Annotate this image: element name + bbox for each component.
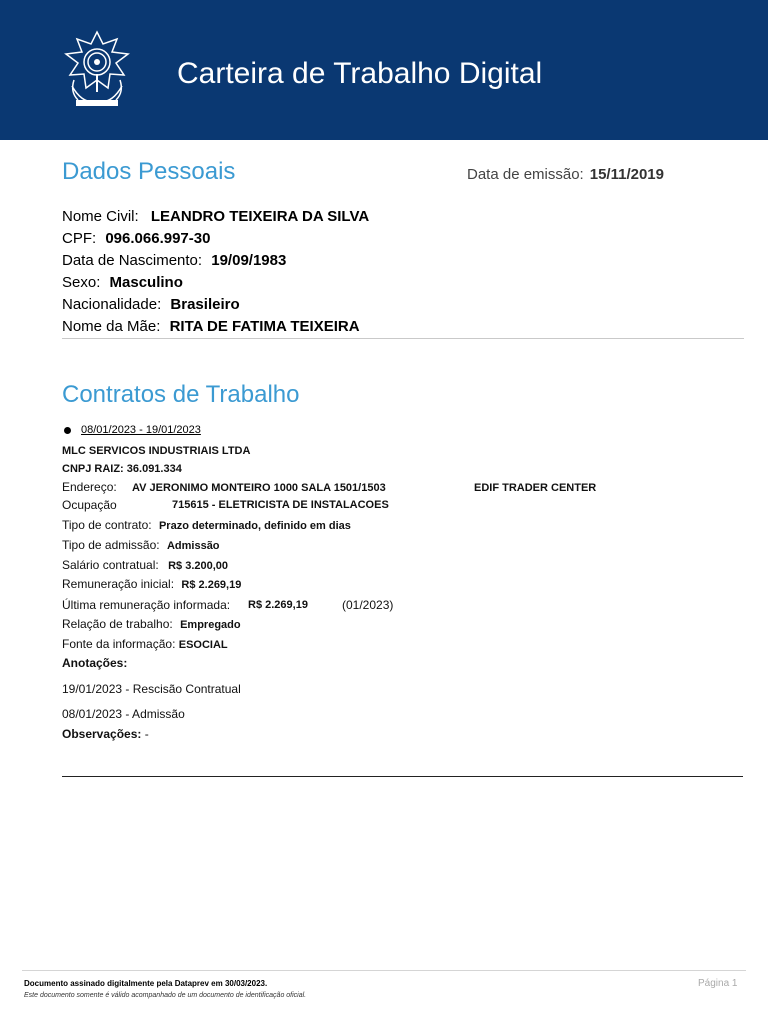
obs-value: - [144, 727, 149, 741]
address-value: AV JERONIMO MONTEIRO 1000 SALA 1501/1503 [132, 482, 386, 494]
personal-data-title: Dados Pessoais [62, 158, 236, 185]
occupation-label: Ocupação [62, 498, 117, 512]
source-value: ESOCIAL [178, 639, 228, 651]
occupation-value: 715615 - ELETRICISTA DE INSTALACOES [172, 499, 389, 511]
initial-pay-value: R$ 2.269,19 [181, 579, 242, 591]
brazil-coat-of-arms-icon [62, 30, 132, 114]
relation-label: Relação de trabalho: [62, 617, 173, 631]
contracts-title: Contratos de Trabalho [62, 381, 300, 408]
note-item: 08/01/2023 - Admissão [62, 707, 185, 721]
footer-signature: Documento assinado digitalmente pela Dataprev em 30/03/2023. [24, 979, 268, 988]
bullet-icon [64, 427, 71, 434]
salary-label: Salário contratual: [62, 558, 159, 572]
field-value: Masculino [109, 274, 183, 291]
salary [62, 557, 228, 574]
address-label: Endereço: [62, 480, 117, 494]
field-value: 096.066.997-30 [105, 230, 211, 247]
divider [62, 338, 744, 339]
header-banner [0, 0, 768, 140]
field-value: RITA DE FATIMA TEIXEIRA [169, 318, 360, 335]
source-label: Fonte da informação: [62, 637, 176, 651]
admission-type [62, 537, 220, 554]
field-value: 19/09/1983 [211, 252, 287, 269]
footer-validity-note: Este documento somente é válido acompanhado de um documento de identificação oficial. [24, 992, 307, 999]
field-label: Data de Nascimento: [62, 252, 203, 269]
page-number: Página 1 [698, 978, 738, 989]
field-label: Sexo: [62, 274, 101, 291]
emission-date [467, 165, 664, 185]
footer-divider [22, 970, 746, 971]
contract-period: 08/01/2023 - 19/01/2023 [81, 424, 201, 436]
field-cpf [62, 229, 210, 249]
field-birth-date [62, 251, 286, 271]
admission-type-value: Admissão [166, 540, 220, 552]
field-nome-civil [62, 207, 369, 227]
field-value: Brasileiro [170, 296, 240, 313]
company-cnpj: CNPJ RAIZ: 36.091.334 [62, 463, 182, 475]
last-pay-value: R$ 2.269,19 [248, 599, 308, 611]
address-extra: EDIF TRADER CENTER [474, 482, 597, 494]
initial-pay-label: Remuneração inicial: [62, 577, 175, 591]
last-pay-label: Última remuneração informada: [62, 598, 231, 612]
field-mother-name [62, 317, 360, 337]
field-label: Nome Civil: [62, 208, 139, 225]
emission-date-label: Data de emissão: [467, 166, 584, 183]
emission-date-value: 15/11/2019 [589, 166, 664, 183]
contract-type-label: Tipo de contrato: [62, 518, 152, 532]
field-value: LEANDRO TEIXEIRA DA SILVA [150, 208, 370, 225]
last-pay-ref: (01/2023) [342, 598, 394, 612]
contract-type [62, 517, 351, 534]
note-item: 19/01/2023 - Rescisão Contratual [62, 682, 241, 696]
notes-label: Anotações: [62, 656, 128, 670]
divider [62, 776, 743, 777]
field-label: CPF: [62, 230, 97, 247]
salary-value: R$ 3.200,00 [168, 560, 229, 572]
relation-value: Empregado [180, 619, 241, 631]
contract-type-value: Prazo determinado, definido em dias [158, 520, 351, 532]
work-relation [62, 616, 241, 633]
obs-label: Observações: [62, 727, 142, 741]
initial-pay [62, 576, 241, 593]
observations [62, 726, 149, 742]
company-name: MLC SERVICOS INDUSTRIAIS LTDA [62, 445, 251, 457]
field-label: Nacionalidade: [62, 296, 162, 313]
info-source [62, 636, 228, 653]
field-nationality [62, 295, 240, 315]
field-sex [62, 273, 183, 293]
admission-type-label: Tipo de admissão: [62, 538, 160, 552]
page-title: Carteira de Trabalho Digital [177, 57, 543, 90]
field-label: Nome da Mãe: [62, 318, 161, 335]
